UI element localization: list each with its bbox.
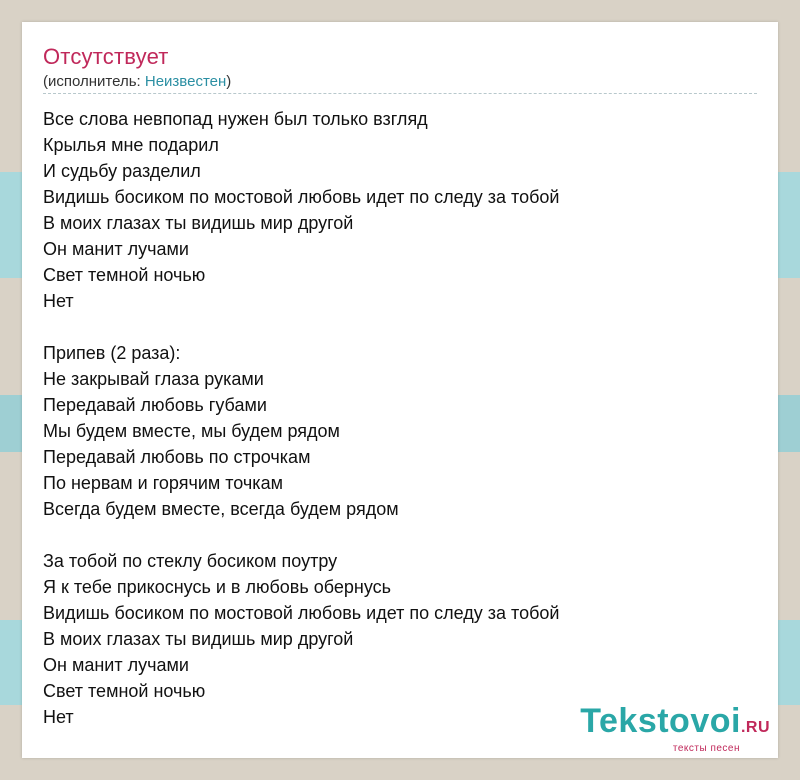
lyrics-line: Видишь босиком по мостовой любовь идет по следу за тобой (43, 187, 560, 207)
lyrics-text (43, 106, 763, 730)
logo-tld: .RU (740, 719, 770, 736)
lyrics-line: Передавай любовь по строчкам (43, 447, 311, 467)
lyrics-line: Припев (2 раза): (43, 343, 181, 363)
lyrics-line: И судьбу разделил (43, 161, 201, 181)
lyrics-line: В моих глазах ты видишь мир другой (43, 629, 354, 649)
lyrics-line: Всегда будем вместе, всегда будем рядом (43, 499, 399, 519)
lyrics-line (43, 314, 763, 340)
lyrics-line: Мы будем вместе, мы будем рядом (43, 421, 340, 441)
artist-prefix: (исполнитель: (43, 73, 145, 90)
artist-link[interactable]: Неизвестен (144, 73, 227, 90)
lyrics-line: Нет (43, 291, 74, 311)
lyrics-line: За тобой по стеклу босиком поутру (43, 551, 338, 571)
song-title: Отсутствует (43, 44, 169, 69)
lyrics-line: Он манит лучами (43, 655, 189, 675)
lyrics-line: Все слова невпопад нужен был только взгляд (43, 109, 428, 129)
lyrics-line: Крылья мне подарил (43, 135, 219, 155)
logo-name: Tekstovoi (580, 702, 741, 740)
lyrics-line: В моих глазах ты видишь мир другой (43, 213, 354, 233)
lyrics-line: Нет (43, 707, 74, 727)
title-divider (43, 93, 757, 94)
site-logo[interactable] (580, 704, 770, 754)
artist-line (43, 73, 231, 90)
lyrics-line: Свет темной ночью (43, 681, 206, 701)
lyrics-line: Видишь босиком по мостовой любовь идет по следу за тобой (43, 603, 560, 623)
logo-wordmark (580, 704, 770, 745)
lyrics-line: Не закрывай глаза руками (43, 369, 264, 389)
lyrics-line: Передавай любовь губами (43, 395, 267, 415)
lyrics-line: Свет темной ночью (43, 265, 206, 285)
logo-tagline: тексты песен (672, 743, 740, 754)
lyrics-line: Я к тебе прикоснусь и в любовь обернусь (43, 577, 392, 597)
lyrics-line: По нервам и горячим точкам (43, 473, 283, 493)
lyrics-line: Он манит лучами (43, 239, 189, 259)
lyrics-line (43, 522, 763, 548)
lyrics-card (22, 22, 778, 758)
artist-suffix: ) (226, 73, 232, 90)
